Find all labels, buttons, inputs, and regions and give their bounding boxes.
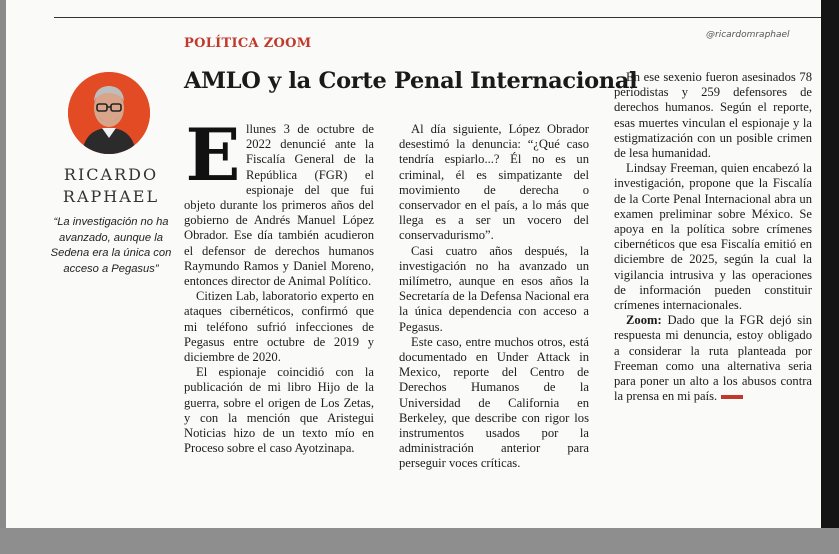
- column-3: [614, 70, 812, 404]
- paragraph: Citizen Lab, laboratorio experto en ataques cibernéticos, confirmó que mi teléfono sufrió infecciones de Pegasus entre octubre de 2019 y diciembre de 2020.: [184, 289, 374, 365]
- paragraph: En ese sexenio fueron asesinados 78 periodistas y 259 defensores de derechos humanos. Según el reporte, esas muertes vinculan el espionaje y la estigmatización con un posible crimen de lesa humanidad.: [614, 70, 812, 161]
- zoom-lead: Zoom:: [626, 313, 662, 328]
- section-label: POLÍTICA ZOOM: [184, 36, 312, 51]
- author-handle: @ricardomraphael: [706, 30, 790, 40]
- author-portrait-icon: [68, 72, 150, 154]
- screen-bezel-right: [821, 0, 839, 554]
- paragraph: Lindsay Freeman, quien encabezó la investigación, propone que la Fiscalía de la Corte Penal Internacional abra un examen preliminar sobre México. Se apoya en la política sobre crímenes cibernéticos que esa Fiscalía emitió en diciembre de 2025, según la cual la vigilancia intrusiva y las operaciones de información pueden constituir crímenes internacionales.: [614, 161, 812, 313]
- pull-quote: “La investigación no ha avanzado, aunque la Sedena era la única con acceso a Pegasus”: [50, 216, 172, 275]
- paragraph: Al día siguiente, López Obrador desestimó la denuncia: “¿Qué caso tendría espiarlo...? Él no es un criminal, él es simpatizante del movimiento de derecha o conservador en el país, a lo más que llega es a ser un vocero del conservadurismo”.: [399, 122, 589, 243]
- top-rule: [54, 17, 821, 18]
- paragraph: llunes 3 de octubre de 2022 denuncié ante la Fiscalía General de la República (FGR) el espionaje del que fui objeto durante los primeros años del gobierno de Andrés Manuel López Obrador. Ese día también acudieron el defensor de derechos humanos Raymundo Ramos y Daniel Moreno, entonces director de Animal Político.: [184, 122, 374, 289]
- column-2: [399, 122, 589, 472]
- newspaper-page: [6, 0, 821, 528]
- screen-bezel-bottom: [0, 528, 839, 554]
- author-first-name: RICARDO: [63, 165, 159, 184]
- paragraph: Este caso, entre muchos otros, está documentado en Under Attack in Mexico, reporte del Centro de Derechos Humanos de la Universidad de California en Berkeley, que describe con rigor los instrumentos usados por la administración anterior para perseguir voces críticas.: [399, 334, 589, 471]
- closing-text: Dado que la FGR dejó sin respuesta mi denuncia, estoy obligado a considerar la ruta planteada por Freeman como una alternativa seria para poner un alto a los abusos contra la prensa en mi país.: [614, 313, 812, 404]
- end-mark: [721, 395, 743, 399]
- paragraph: El espionaje coincidió con la publicación de mi libro Hijo de la guerra, sobre el origen de Los Zetas, y con la mención que Aristegui Noticias hizo de un texto mío en Proceso sobre el caso Ayotzinapa.: [184, 365, 374, 456]
- column-1: [184, 112, 374, 456]
- drop-cap: E: [185, 112, 241, 197]
- author-last-name: RAPHAEL: [62, 187, 160, 206]
- author-photo: [68, 72, 150, 154]
- paragraph: Casi cuatro años después, la investigación no ha avanzado un milímetro, aunque en esos años la Secretaría de la Defensa Nacional era la única dependencia con acceso a Pegasus.: [399, 243, 589, 334]
- headline: AMLO y la Corte Penal Internacional: [184, 68, 638, 94]
- author-name: [46, 164, 176, 208]
- closing-paragraph: [614, 313, 812, 404]
